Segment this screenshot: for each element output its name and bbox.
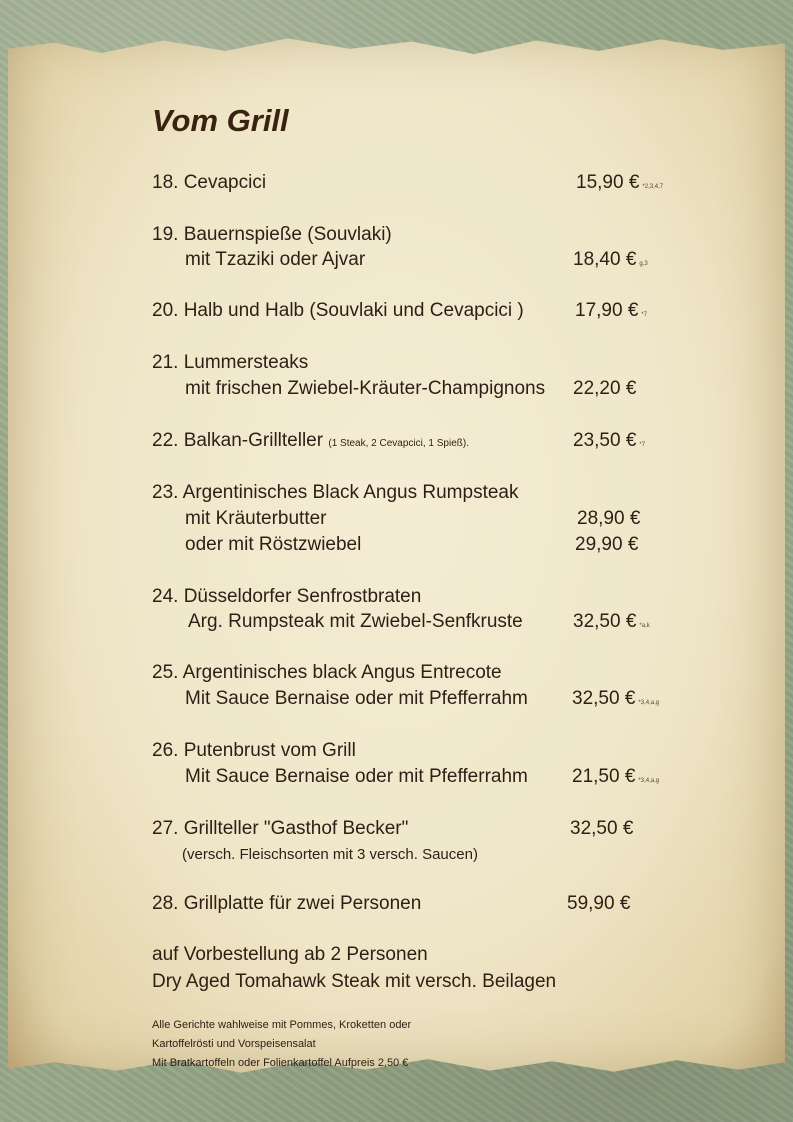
menu-item-name: 28. Grillplatte für zwei Personen [152, 893, 422, 914]
menu-title: Vom Grill [152, 103, 289, 138]
special-offer-line: auf Vorbestellung ab 2 Personen [152, 944, 428, 965]
footnote-line: Kartoffelrösti und Vorspeisensalat [152, 1038, 316, 1050]
footnote-line: Alle Gerichte wahlweise mit Pommes, Kroketten oder [152, 1019, 412, 1031]
menu-item-detail: (1 Steak, 2 Cevapcici, 1 Spieß). [328, 438, 469, 449]
menu-item-price: 32,50 € *3,4,a,g [572, 688, 660, 709]
allergen-codes: *a,k [639, 623, 650, 629]
menu-item-price: 15,90 € *2,3,4,7 [576, 172, 664, 193]
allergen-codes: *7 [641, 312, 648, 318]
menu-item-name: 25. Argentinisches black Angus Entrecote [152, 662, 502, 683]
menu-item-price: 29,90 € [575, 534, 639, 555]
menu-item-name: 19. Bauernspieße (Souvlaki) [152, 224, 392, 245]
menu-item-description: mit frischen Zwiebel-Kräuter-Champignons [185, 378, 546, 399]
menu-item-price: 32,50 € *a,k [573, 611, 650, 632]
allergen-codes: *7 [639, 442, 646, 448]
allergen-codes: *3,4,a,g [638, 778, 660, 784]
allergen-codes: *3,4,a,g [638, 700, 660, 706]
menu-item-description: mit Kräuterbutter [185, 508, 327, 529]
menu-item-description: mit Tzaziki oder Ajvar [185, 249, 366, 270]
menu-item-price: 18,40 € g,3 [573, 249, 648, 270]
menu-item-name: 20. Halb und Halb (Souvlaki und Cevapcici ) [152, 300, 524, 321]
menu-item-price: 17,90 € *7 [575, 300, 648, 321]
footnote-line: Mit Bratkartoffeln oder Folienkartoffel Aufpreis 2,50 € [152, 1057, 409, 1069]
menu-item-description: oder mit Röstzwiebel [185, 534, 362, 555]
menu-item-description: Mit Sauce Bernaise oder mit Pfefferrahm [185, 766, 528, 787]
allergen-codes: *2,3,4,7 [642, 184, 664, 190]
menu-item-price: 28,90 € [577, 508, 641, 529]
menu-item-name: 26. Putenbrust vom Grill [152, 740, 356, 761]
menu-item-price: 23,50 € *7 [573, 430, 646, 451]
menu-item-description: Arg. Rumpsteak mit Zwiebel-Senfkruste [188, 611, 523, 632]
menu-item-name: 24. Düsseldorfer Senfrostbraten [152, 586, 422, 607]
menu-item-name: 23. Argentinisches Black Angus Rumpsteak [152, 482, 519, 503]
menu-item-price: 21,50 € *3,4,a,g [572, 766, 660, 787]
menu-item-description: (versch. Fleischsorten mit 3 versch. Saucen) [182, 846, 478, 863]
menu-item-name: 22. Balkan-Grillteller (1 Steak, 2 Cevapcici, 1 Spieß). [152, 430, 469, 451]
menu-item-price: 22,20 € [573, 378, 637, 399]
menu-item-name: 18. Cevapcici [152, 172, 267, 193]
menu-item-name: 21. Lummersteaks [152, 352, 309, 373]
special-offer-line: Dry Aged Tomahawk Steak mit versch. Beilagen [152, 971, 557, 992]
menu-item-price: 59,90 € [567, 893, 631, 914]
allergen-codes: g,3 [639, 261, 648, 267]
menu-item-price: 32,50 € [570, 818, 634, 839]
menu-item-name: 27. Grillteller "Gasthof Becker" [152, 818, 409, 839]
menu-item-description: Mit Sauce Bernaise oder mit Pfefferrahm [185, 688, 528, 709]
